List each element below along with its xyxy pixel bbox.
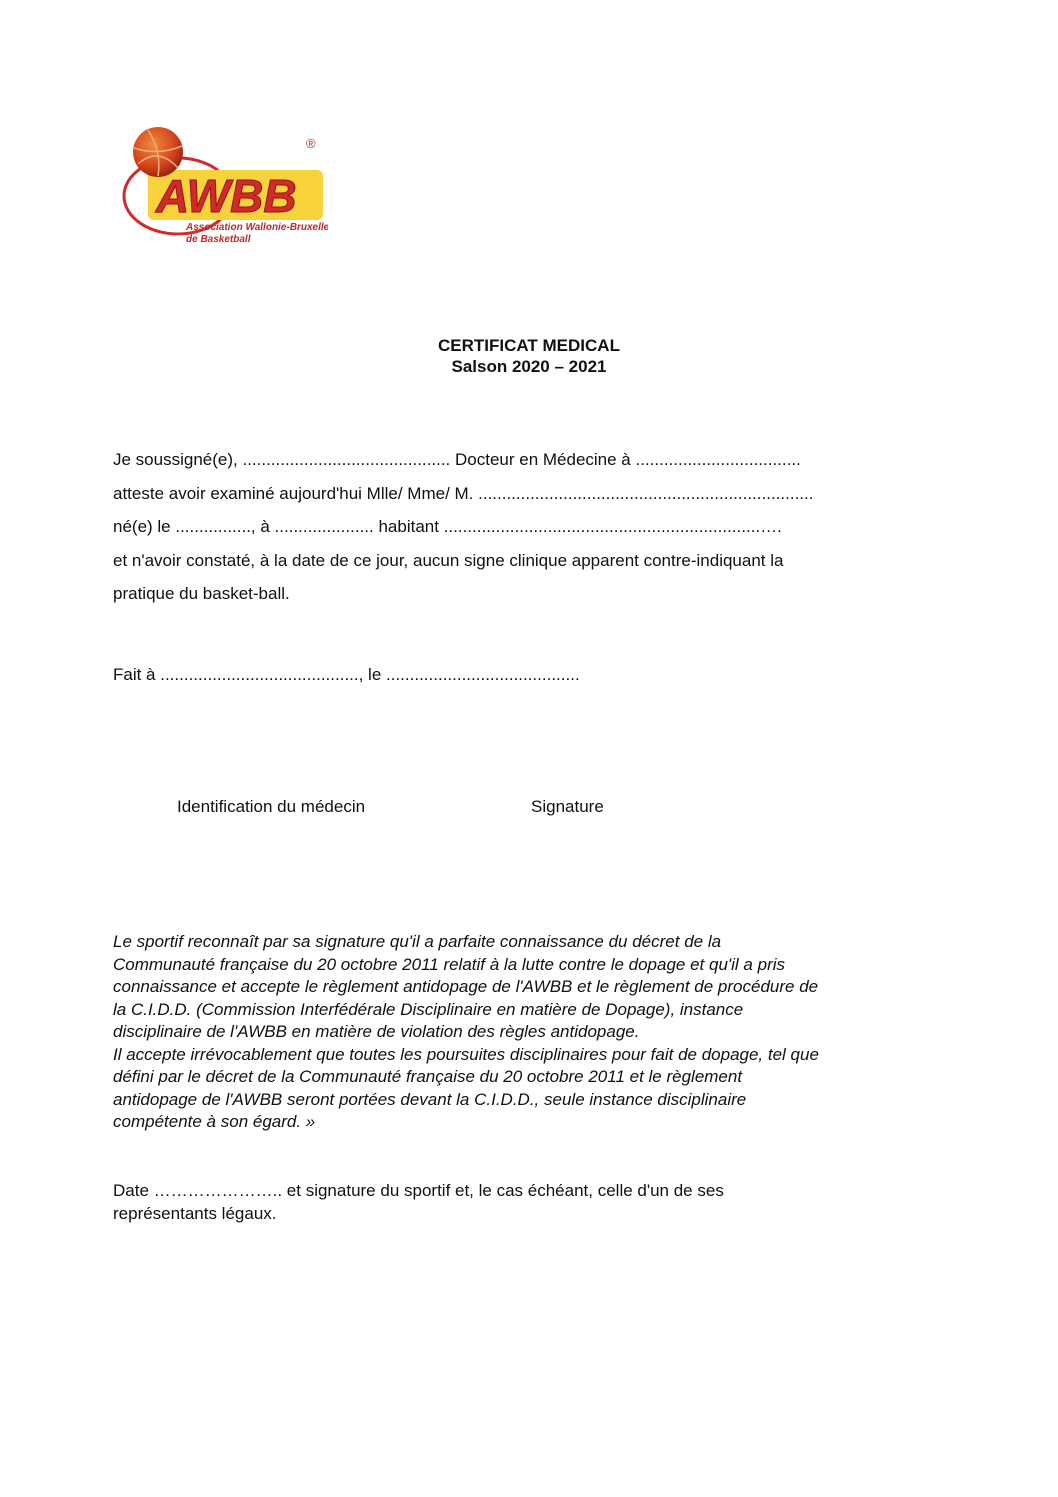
place-date-line: Fait à .........................................., le .........................................	[113, 665, 580, 684]
signature-label: Signature	[531, 797, 604, 816]
doctor-name-line: Je soussigné(e), ............................................ Docteur en Médecine à ...................................	[113, 450, 801, 469]
logo-line2: de Basketball	[186, 234, 251, 244]
antidoping-declaration	[113, 931, 943, 1134]
legal-representatives-line: représentants légaux.	[113, 1203, 277, 1223]
declaration-line: compétente à son égard. »	[113, 1112, 316, 1131]
season-subtitle: Salson 2020 – 2021	[451, 357, 607, 376]
declaration-line: disciplinaire de l'AWBB en matière de violation des règles antidopage.	[113, 1022, 640, 1041]
declaration-line: Communauté française du 20 octobre 2011 relatif à la lutte contre le dopage et qu'il a pris	[113, 954, 786, 974]
declaration-line: Il accepte irrévocablement que toutes les poursuites disciplinaires pour fait de dopage, tel que	[113, 1044, 819, 1064]
declaration-line: Le sportif reconnaît par sa signature qu'il a parfaite connaissance du décret de la	[113, 932, 722, 951]
document-title: CERTIFICAT MEDICAL	[438, 336, 620, 355]
athlete-date-line: Date ………………….. et signature du sportif et, le cas échéant, celle d'un de ses	[113, 1181, 724, 1200]
statement-line-end: pratique du basket-ball.	[113, 584, 290, 603]
declaration-line: antidopage de l'AWBB seront portées devant la C.I.D.D., seule instance disciplinaire	[113, 1089, 747, 1109]
awbb-logo-graphic	[118, 126, 328, 244]
awbb-logo	[118, 126, 328, 244]
statement-line: et n'avoir constaté, à la date de ce jour, aucun signe clinique apparent contre-indiquant la	[113, 551, 784, 570]
doctor-identification-label: Identification du médecin	[177, 797, 366, 816]
declaration-line: connaissance et accepte le règlement antidopage de l'AWBB et le règlement de procédure de	[113, 977, 819, 996]
logo-line1: Association Wallonie-Bruxelles	[186, 222, 328, 233]
birth-address-line: né(e) le ................, à ..................... habitant ...................................................................….	[113, 517, 782, 536]
logo-brand-text: AWBB	[156, 170, 297, 222]
declaration-line: la C.I.D.D. (Commission Interfédérale Disciplinaire en matière de Dopage), instance	[113, 999, 744, 1019]
athlete-signature-block	[113, 1180, 943, 1225]
declaration-line: défini par le décret de la Communauté française du 20 octobre 2011 et le règlement	[113, 1067, 743, 1086]
registered-mark: ®	[306, 136, 316, 151]
patient-name-line: atteste avoir examiné aujourd'hui Mlle/ Mme/ M. .......................................................................	[113, 484, 814, 503]
